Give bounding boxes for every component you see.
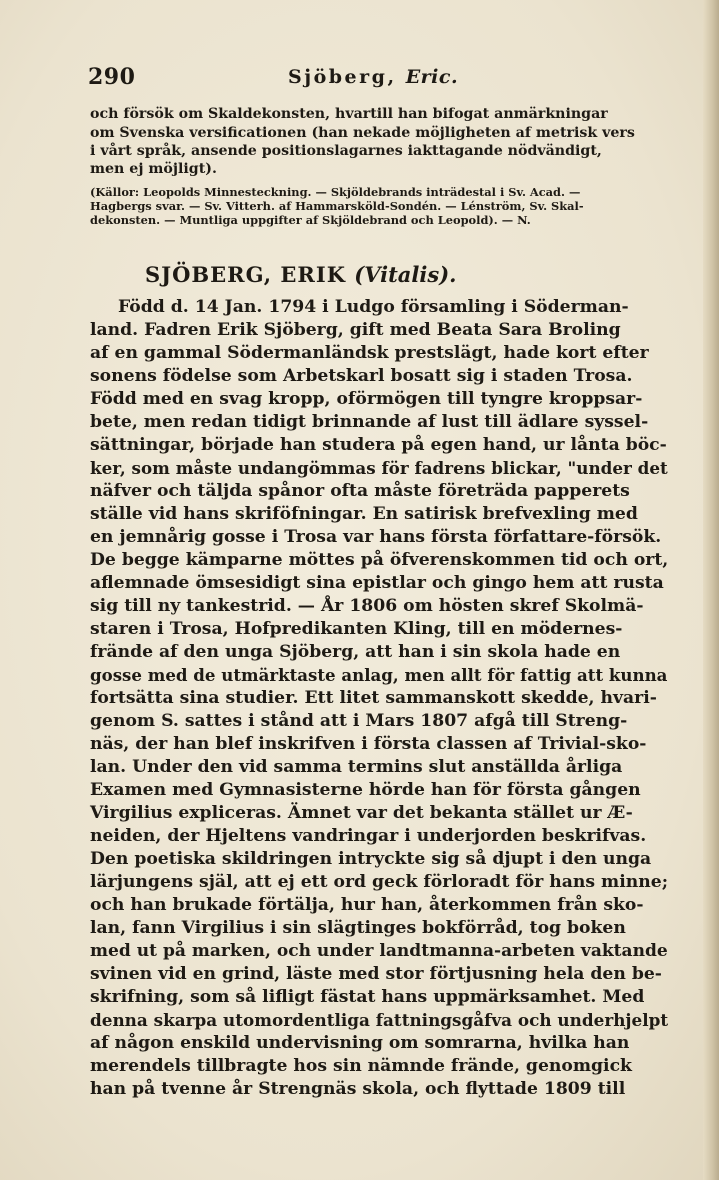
- body-line: lan. Under den vid samma termins slut anställda årliga: [90, 757, 623, 777]
- body-line: land. Fadren Erik Sjöberg, gift med Beata Sara Broling: [90, 320, 621, 340]
- body-line: Född med en svag kropp, oförmögen till tyngre kroppsar-: [90, 389, 643, 409]
- body-line: af någon enskild undervisning om somrarna, hvilka han: [90, 1033, 630, 1053]
- sources-line: (Källor: Leopolds Minnesteckning. — Skjöldebrands inträdestal i Sv. Acad. —: [90, 185, 581, 199]
- body-line: ställe vid hans skriföfningar. En satirisk brefvexling med: [90, 504, 638, 524]
- body-line: näs, der han blef inskrifven i första classen af Trivial-sko-: [90, 734, 647, 754]
- text-line: i vårt språk, ansende positionslagarnes iakttagande nödvändigt,: [90, 143, 602, 159]
- body-line: gosse med de utmärktaste anlag, men allt för fattig att kunna: [90, 665, 668, 685]
- body-line: och han brukade förtälja, hur han, återkommen från sko-: [90, 895, 644, 915]
- body-line: Examen med Gymnasisterne hörde han för första gången: [90, 780, 641, 800]
- body-line: en jemnårig gosse i Trosa var hans första författare-försök.: [90, 527, 662, 547]
- body-line: han på tvenne år Strengnäs skola, och flyttade 1809 till: [90, 1079, 626, 1099]
- body-line: bete, men redan tidigt brinnande af lust till ädlare syssel-: [90, 412, 649, 432]
- body-line: sättningar, började han studera på egen hand, ur lånta böc-: [90, 435, 667, 455]
- body-line: genom S. sattes i stånd att i Mars 1807 afgå till Streng-: [90, 711, 628, 731]
- body-line: frände af den unga Sjöberg, att han i sin skola hade en: [90, 642, 621, 662]
- body-line: Född d. 14 Jan. 1794 i Ludgo församling i Söderman-: [118, 297, 629, 317]
- body-line: fortsätta sina studier. Ett litet sammanskott skedde, hvari-: [90, 688, 657, 708]
- body-line: näfver och täljda spånor ofta måste företräda papperets: [90, 481, 630, 501]
- body-line: lärjungens själ, att ej ett ord geck förloradt för hans minne;: [90, 872, 669, 892]
- body-line: ker, som måste undangömmas för fadrens blickar, "under det: [90, 458, 668, 478]
- body-line: Den poetiska skildringen intryckte sig så djupt i den unga: [90, 849, 652, 869]
- entry-pseudonym: (Vitalis).: [354, 262, 457, 287]
- running-title-first: Eric.: [405, 66, 459, 88]
- body-line: svinen vid en grind, läste med stor förtjusning hela den be-: [90, 964, 662, 984]
- body-line: denna skarpa utomordentliga fattningsgåfva och underhjelpt: [90, 1010, 669, 1030]
- body-line: aflemnade ömsesidigt sina epistlar och gingo hem att rusta: [90, 573, 664, 593]
- page-edge-shadow: [703, 0, 719, 1180]
- running-title-surname: Sjöberg,: [288, 66, 397, 88]
- body-line: sig till ny tankestrid. — År 1806 om hösten skref Skolmä-: [90, 596, 644, 616]
- text-line: och försök om Skaldekonsten, hvartill han bifogat anmärkningar: [90, 106, 608, 122]
- entry-name: SJÖBERG, ERIK: [145, 262, 346, 287]
- body-line: staren i Trosa, Hofpredikanten Kling, till en mödernes-: [90, 619, 623, 639]
- body-line: De begge kämparne möttes på öfverenskommen tid och ort,: [90, 550, 669, 570]
- body-line: af en gammal Södermanländsk prestslägt, hade kort efter: [90, 343, 649, 363]
- body-line: sonens födelse som Arbetskarl bosatt sig i staden Trosa.: [90, 366, 633, 386]
- sources-line: dekonsten. — Muntliga uppgifter af Skjöldebrand och Leopold). — N.: [90, 213, 531, 227]
- body-line: skrifning, som så lifligt fästat hans uppmärksamhet. Med: [90, 987, 645, 1007]
- page-header: [88, 64, 662, 92]
- text-line: men ej möjligt).: [90, 161, 217, 177]
- body-line: neiden, der Hjeltens vandringar i underjorden beskrifvas.: [90, 826, 647, 846]
- sources-line: Hagbergs svar. — Sv. Vitterh. af Hammarsköld-Sondén. — Lénström, Sv. Skal-: [90, 199, 584, 213]
- body-line: merendels tillbragte hos sin nämnde frände, genomgick: [90, 1056, 632, 1076]
- body-line: Virgilius expliceras. Ämnet var det bekanta stället ur Æ-: [90, 803, 633, 823]
- body-line: med ut på marken, och under landtmanna-arbeten vaktande: [90, 941, 668, 961]
- page-number: 290: [88, 64, 136, 90]
- entry-heading: [145, 262, 456, 287]
- body-line: lan, fann Virgilius i sin slägtinges bokförråd, tog boken: [90, 918, 626, 938]
- text-line: om Svenska versificationen (han nekade möjligheten af metrisk vers: [90, 125, 635, 141]
- running-title: [288, 66, 458, 88]
